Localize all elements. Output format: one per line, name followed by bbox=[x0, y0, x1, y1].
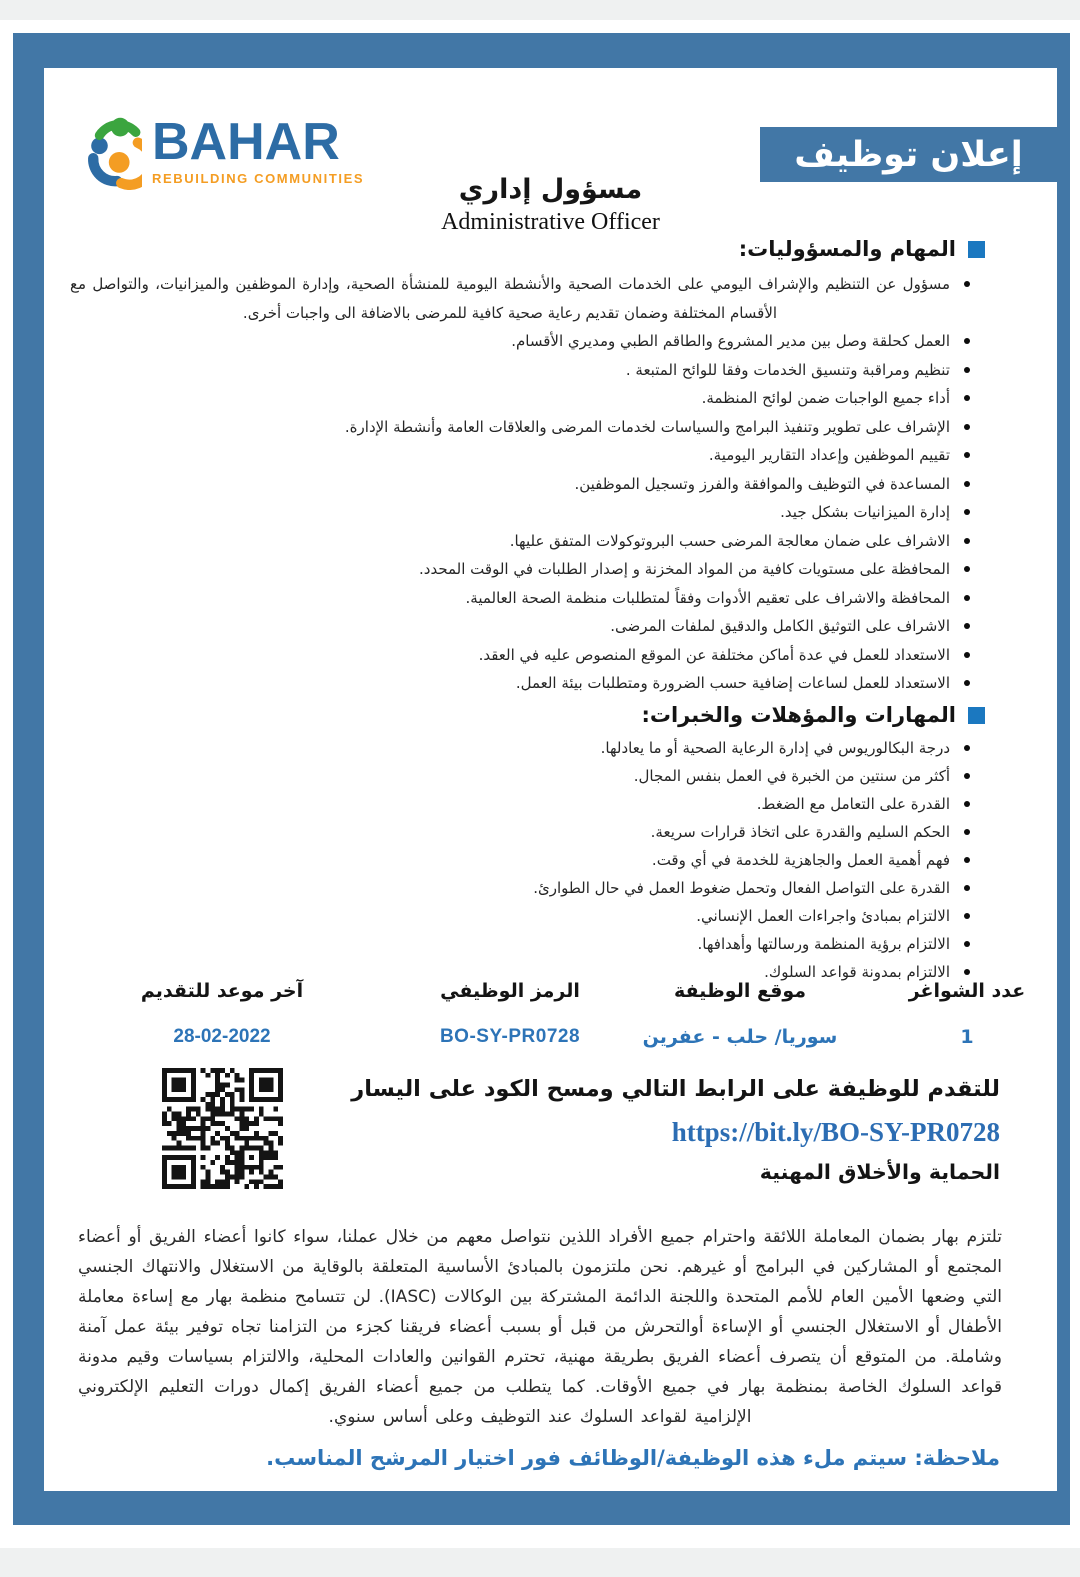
job-title-english: Administrative Officer bbox=[441, 209, 660, 235]
qr-code bbox=[162, 1068, 283, 1189]
list-item-text: الاستعداد للعمل في عدة أماكن مختلفة عن الموقع المنصوص عليه في العقد. bbox=[478, 645, 950, 664]
list-item-text: القدرة على التعامل مع الضغط. bbox=[756, 795, 950, 813]
bullet-dot-icon bbox=[964, 424, 970, 430]
bullet-dot-icon bbox=[964, 773, 970, 779]
list-item-text: الالتزام بمبادئ واجراءات العمل الإنساني. bbox=[696, 907, 950, 925]
list-item bbox=[70, 555, 970, 584]
list-item-text: المحافظة والاشراف على تعقيم الأدوات وفقاً لمتطلبات منظمة الصحة العالمية. bbox=[465, 588, 950, 607]
list-item bbox=[70, 584, 970, 613]
list-item bbox=[70, 669, 970, 698]
bullet-dot-icon bbox=[964, 281, 970, 287]
section-heading-responsibilities bbox=[739, 237, 985, 261]
list-item bbox=[70, 930, 970, 958]
list-item-text: أداء جميع الواجبات ضمن لوائح المنظمة. bbox=[701, 389, 950, 407]
list-item-text: العمل كحلقة وصل بين مدير المشروع والطاقم الطبي ومديري الأقسام. bbox=[511, 332, 950, 350]
list-item bbox=[70, 612, 970, 641]
bullet-dot-icon bbox=[964, 623, 970, 629]
list-item-text: إدارة الميزانيات بشكل جيد. bbox=[780, 503, 950, 521]
list-item bbox=[70, 846, 970, 874]
list-item-text: درجة البكالوريوس في إدارة الرعاية الصحية أو ما يعادلها. bbox=[600, 739, 950, 757]
list-item bbox=[70, 270, 970, 327]
list-item bbox=[70, 641, 970, 670]
bullet-dot-icon bbox=[964, 969, 970, 975]
bullet-dot-icon bbox=[964, 452, 970, 458]
bullet-dot-icon bbox=[964, 680, 970, 686]
list-item bbox=[70, 384, 970, 413]
table-header-job-code: الرمز الوظيفي bbox=[440, 980, 580, 1002]
footer-note: ملاحظة: سيتم ملء هذه الوظيفة/الوظائف فور اختيار المرشح المناسب. bbox=[266, 1446, 1000, 1470]
scan-margin-top bbox=[0, 0, 1080, 20]
list-item bbox=[70, 441, 970, 470]
list-item-text: تقييم الموظفين وإعداد التقارير اليومية. bbox=[708, 446, 950, 464]
list-item-text: القدرة على التواصل الفعال وتحمل ضغوط العمل في حال الطوارئ. bbox=[533, 879, 950, 897]
list-item-text: المحافظة على مستويات كافية من المواد المخزنة و إصدار الطلبات في الوقت المحدد. bbox=[419, 560, 950, 578]
bullet-dot-icon bbox=[964, 885, 970, 891]
list-item-text: الحكم السليم والقدرة على اتخاذ قرارات سريعة. bbox=[650, 823, 950, 841]
list-item bbox=[70, 527, 970, 556]
bullet-dot-icon bbox=[964, 652, 970, 658]
section-heading-label: المهام والمسؤوليات: bbox=[738, 237, 956, 261]
bullet-dot-icon bbox=[964, 481, 970, 487]
list-item-text: فهم أهمية العمل والجاهزية للخدمة في أي وقت. bbox=[651, 851, 950, 869]
banner-label: إعلان توظيف bbox=[794, 134, 1023, 175]
list-item bbox=[70, 790, 970, 818]
bullet-dot-icon bbox=[964, 509, 970, 515]
list-item-text: الإشراف على تطوير وتنفيذ البرامج والسياسات لخدمات المرضى والعلاقات العامة وأنشطة الإدارة. bbox=[344, 417, 950, 436]
bullet-dot-icon bbox=[964, 829, 970, 835]
list-item-text: الالتزام برؤية المنظمة ورسالتها وأهدافها. bbox=[697, 935, 950, 953]
list-item bbox=[70, 874, 970, 902]
bullet-dot-icon bbox=[964, 566, 970, 572]
apply-link[interactable]: https://bit.ly/BO-SY-PR0728 bbox=[671, 1117, 1000, 1147]
logo-name: BAHAR bbox=[152, 113, 340, 171]
section-heading-label: المهارات والمؤهلات والخبرات: bbox=[641, 703, 956, 727]
list-item bbox=[70, 902, 970, 930]
list-item bbox=[70, 327, 970, 356]
table-value-location: سوريا/ حلب - عفرين bbox=[642, 1026, 838, 1048]
list-item-text: أكثر من سنتين من الخبرة في العمل بنفس المجال. bbox=[633, 767, 950, 785]
bullet-dot-icon bbox=[964, 595, 970, 601]
bullet-dot-icon bbox=[964, 538, 970, 544]
list-item-text: الاستعداد للعمل لساعات إضافية حسب الضرورة ومتطلبات بيئة العمل. bbox=[515, 674, 950, 692]
list-item-text: تنظيم ومراقبة وتنسيق الخدمات وفقا للوائح المتبعة . bbox=[625, 360, 950, 379]
ethics-paragraph: تلتزم بهار بضمان المعاملة اللائقة واحترام جميع الأفراد اللذين نتواصل معهم من خلال عملنا، سواء كانوا أعضاء الفريق أو أعضاء المجتمع أو المشاركين في البرامج أو غيرهم. نحن ملتزمون بالمبادئ الأساسية المتعلقة بالوقاية من الاستغلال والانتهاك الجنسي التي وضعها الأمين العام للأمم المتحدة واللجنة الدائمة المشتركة بين الوكالات (IASC). لن تتسامح منظمة بهار مع إساءة معاملة الأطفال أو الاستغلال الجنسي أو الإساءة أوالتحرش من قبل أو بسبب أعضاء فريقنا كجزء من التزامنا تجاه توفير بيئة عمل آمنة وشاملة. من المتوقع أن يتصرف أعضاء الفريق بطريقة مهنية، تحترم القوانين والعادات المحلية، والالتزام بسياسات وقيم مدونة قواعد السلوك الخاصة بمنظمة بهار في جميع الأوقات. كما يتطلب من جميع أعضاء الفريق إكمال دورات التعليم الإلكتروني الإلزامية لقواعد السلوك عند التوظيف وعلى أساس سنوي. bbox=[78, 1227, 1002, 1427]
list-item bbox=[70, 356, 970, 385]
table-value-job-code: BO-SY-PR0728 bbox=[439, 1026, 581, 1047]
section-heading-skills bbox=[641, 703, 985, 727]
bullet-dot-icon bbox=[964, 745, 970, 751]
list-item bbox=[70, 818, 970, 846]
list-item bbox=[70, 498, 970, 527]
ethics-heading: الحماية والأخلاق المهنية bbox=[759, 1160, 1000, 1184]
list-item bbox=[70, 413, 970, 442]
apply-instruction: للتقدم للوظيفة على الرابط التالي ومسح الكود على اليسار bbox=[351, 1076, 1000, 1102]
logo-tagline: REBUILDING COMMUNITIES bbox=[152, 171, 365, 186]
list-item-text: الاشراف على ضمان معالجة المرضى حسب البروتوكولات المتفق عليها. bbox=[509, 531, 950, 550]
list-item-text: الاشراف على التوثيق الكامل والدقيق لملفات المرضى. bbox=[610, 617, 950, 635]
skills-list bbox=[70, 734, 970, 986]
responsibilities-list bbox=[70, 270, 970, 698]
list-item bbox=[70, 762, 970, 790]
bullet-dot-icon bbox=[964, 941, 970, 947]
bullet-dot-icon bbox=[964, 801, 970, 807]
table-header-deadline: آخر موعد للتقديم bbox=[140, 980, 304, 1002]
table-header-location: موقع الوظيفة bbox=[673, 980, 807, 1002]
blue-square-bullet-icon bbox=[968, 241, 985, 258]
table-value-deadline: 28-02-2022 bbox=[173, 1026, 271, 1047]
bullet-dot-icon bbox=[964, 395, 970, 401]
bullet-dot-icon bbox=[964, 338, 970, 344]
list-item-text: الالتزام بمدونة قواعد السلوك. bbox=[764, 963, 950, 981]
bullet-dot-icon bbox=[964, 367, 970, 373]
bullet-dot-icon bbox=[964, 857, 970, 863]
list-item-text: المساعدة في التوظيف والموافقة والفرز وتسجيل الموظفين. bbox=[574, 474, 950, 493]
blue-square-bullet-icon bbox=[968, 707, 985, 724]
bullet-dot-icon bbox=[964, 913, 970, 919]
scan-margin-bottom bbox=[0, 1548, 1080, 1577]
table-value-vacancies: 1 bbox=[960, 1026, 974, 1048]
job-title-arabic: مسؤول إداري bbox=[458, 174, 643, 205]
table-header-vacancies: عدد الشواغر bbox=[908, 980, 1026, 1002]
list-item-text: مسؤول عن التنظيم والإشراف اليومي على الخدمات الصحية والأنشطة اليومية للمنشأة الصحية، وإدارة الموظفين والميزانيات، والتواصل مع الأقسام المختلفة وضمان تقديم رعاية صحية كافية للمرضى بالاضافة الى واجبات أخرى. bbox=[70, 275, 950, 322]
list-item bbox=[70, 470, 970, 499]
list-item bbox=[70, 734, 970, 762]
